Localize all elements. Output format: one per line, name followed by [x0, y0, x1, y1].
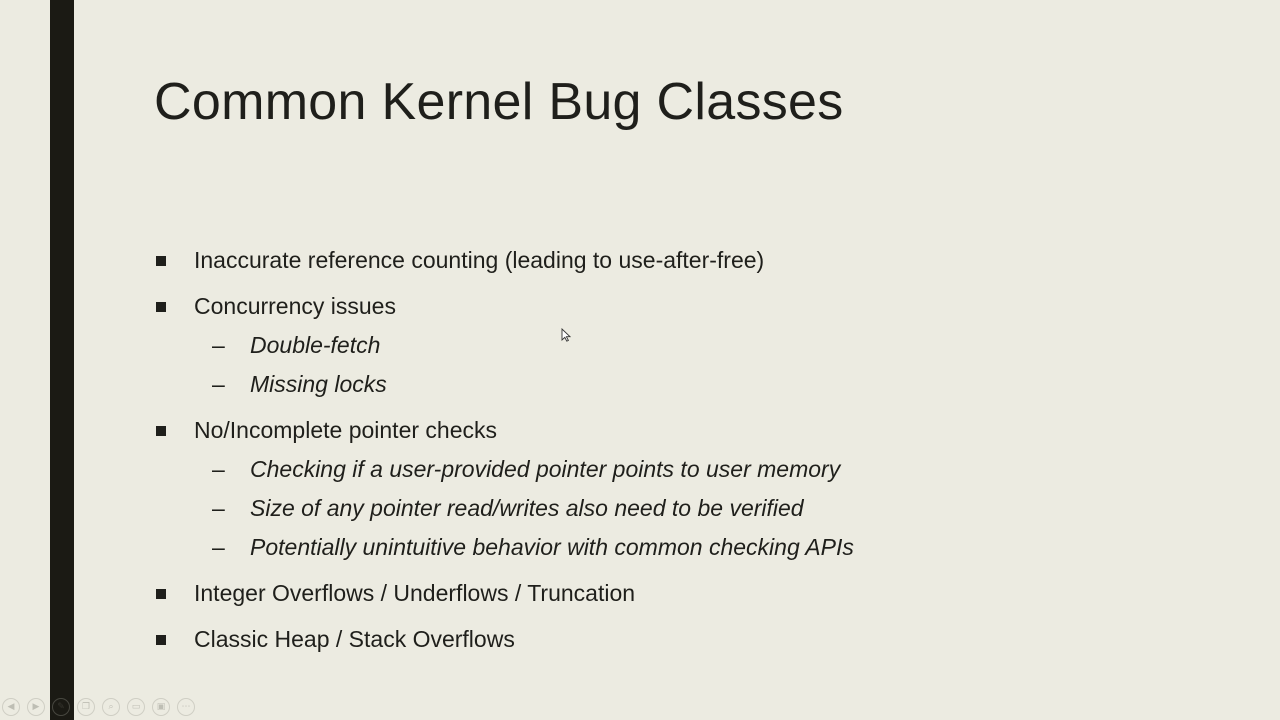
sub-bullet-list	[194, 327, 1054, 402]
next-icon[interactable]: ▶	[27, 698, 45, 716]
bullet-text: Classic Heap / Stack Overflows	[194, 626, 515, 652]
previous-icon[interactable]: ◀	[2, 698, 20, 716]
sub-bullet-item	[194, 327, 1054, 363]
pen-icon[interactable]: ✎	[52, 698, 70, 716]
slides-icon[interactable]: ▭	[127, 698, 145, 716]
dash-bullet-icon: –	[212, 534, 225, 560]
bullet-item	[154, 288, 1054, 402]
slideshow-toolbar	[2, 698, 195, 716]
sub-bullet-text: Potentially unintuitive behavior with common checking APIs	[250, 534, 854, 560]
sub-bullet-text: Missing locks	[250, 371, 387, 397]
dash-bullet-icon: –	[212, 332, 225, 358]
more-icon[interactable]: ⋯	[177, 698, 195, 716]
dash-bullet-icon: –	[212, 495, 225, 521]
zoom-icon[interactable]: ⌕	[102, 698, 120, 716]
sub-bullet-item	[194, 451, 1054, 487]
square-bullet-icon	[156, 302, 166, 312]
square-bullet-icon	[156, 635, 166, 645]
mouse-cursor-icon	[561, 328, 571, 342]
square-bullet-icon	[156, 256, 166, 266]
bullet-item	[154, 242, 1054, 278]
copy-icon[interactable]: ❐	[77, 698, 95, 716]
bullet-item	[154, 412, 1054, 565]
bullet-text: Inaccurate reference counting (leading to use-after-free)	[194, 247, 765, 273]
sub-bullet-text: Size of any pointer read/writes also need to be verified	[250, 495, 804, 521]
sub-bullet-item	[194, 366, 1054, 402]
bullet-text: No/Incomplete pointer checks	[194, 417, 497, 443]
dash-bullet-icon: –	[212, 371, 225, 397]
bullet-item	[154, 575, 1054, 611]
dash-bullet-icon: –	[212, 456, 225, 482]
square-bullet-icon	[156, 426, 166, 436]
square-bullet-icon	[156, 589, 166, 599]
sub-bullet-text: Checking if a user-provided pointer points to user memory	[250, 456, 841, 482]
sub-bullet-list	[194, 451, 1054, 565]
camera-icon[interactable]: ▣	[152, 698, 170, 716]
sub-bullet-text: Double-fetch	[250, 332, 381, 358]
bullet-item	[154, 621, 1054, 657]
bullet-list	[154, 242, 1054, 667]
bullet-text: Integer Overflows / Underflows / Truncation	[194, 580, 636, 606]
sub-bullet-item	[194, 490, 1054, 526]
bullet-text: Concurrency issues	[194, 293, 396, 319]
slide-side-bar	[50, 0, 74, 720]
slide-title: Common Kernel Bug Classes	[154, 73, 844, 131]
sub-bullet-item	[194, 529, 1054, 565]
